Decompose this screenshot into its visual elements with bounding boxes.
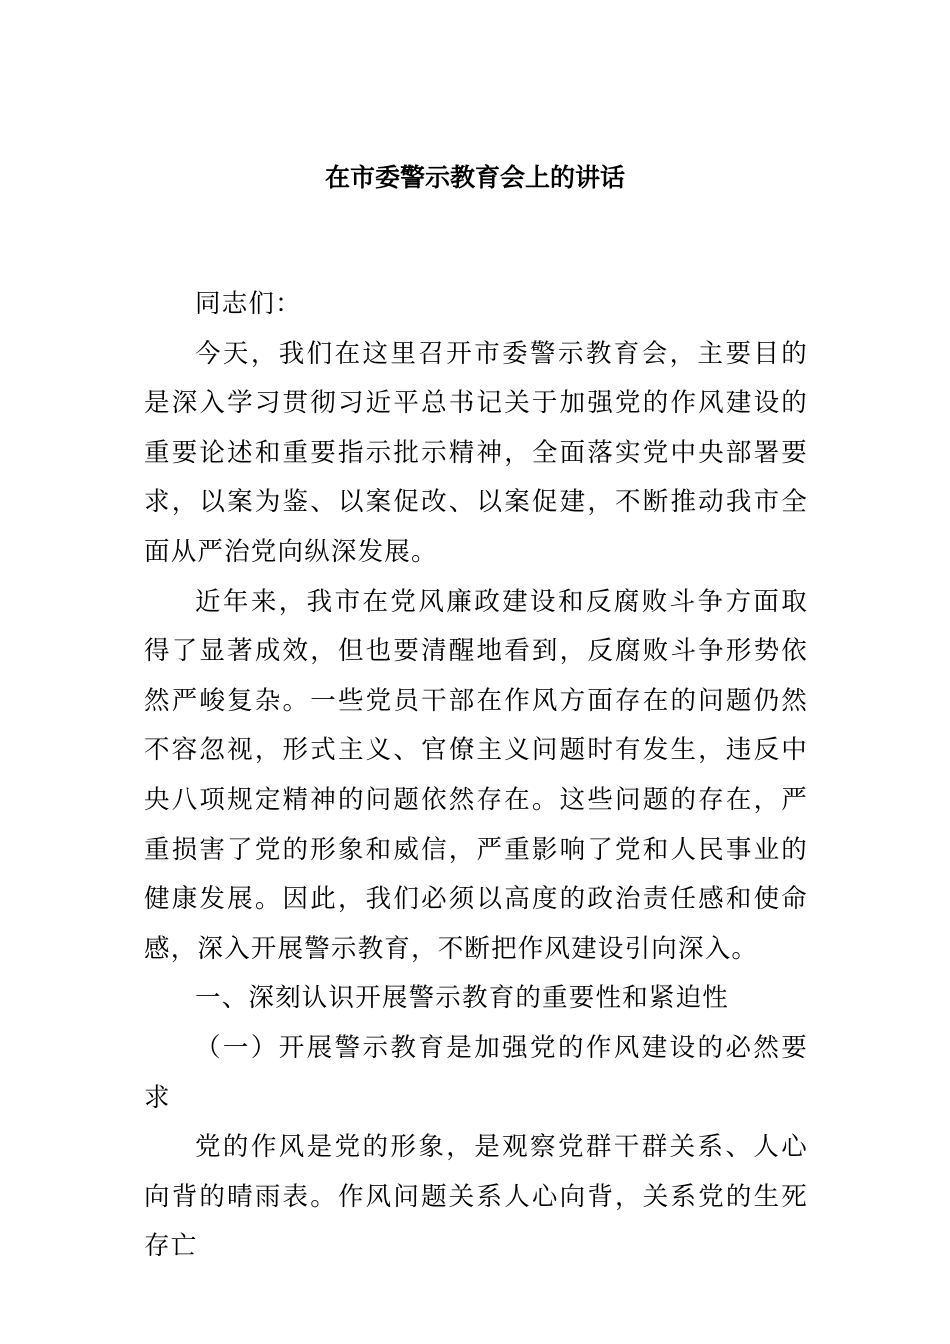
paragraph-situation: 近年来，我市在党风廉政建设和反腐败斗争方面取得了显著成效，但也要清醒地看到，反腐败斗争形势依然严峻复杂。一些党员干部在作风方面存在的问题仍然不容忽视，形式主义、官僚主义问题时有发生，违反中央八项规定精神的问题依然存在。这些问题的存在，严重损害了党的形象和威信，严重影响了党和人民事业的健康发展。因此，我们必须以高度的政治责任感和使命感，深入开展警示教育，不断把作风建设引向深入。: [144, 586, 808, 964]
document-body: [144, 280, 808, 1272]
subsection-heading-1: （一）开展警示教育是加强党的作风建设的必然要求: [144, 1032, 808, 1113]
section-heading-1: 一、深刻认识开展警示教育的重要性和紧迫性: [195, 983, 730, 1014]
paragraph-intro: 今天，我们在这里召开市委警示教育会，主要目的是深入学习贯彻习近平总书记关于加强党的作风建设的重要论述和重要指示批示精神，全面落实党中央部署要求，以案为鉴、以案促改、以案促建，不断推动我市全面从严治党向纵深发展。: [144, 338, 808, 567]
paragraph-style: 党的作风是党的形象，是观察党群干群关系、人心向背的晴雨表。作风问题关系人心向背，关系党的生死存亡: [144, 1132, 808, 1262]
document-title: 在市委警示教育会上的讲话: [324, 163, 625, 192]
salutation: 同志们：: [195, 289, 302, 319]
